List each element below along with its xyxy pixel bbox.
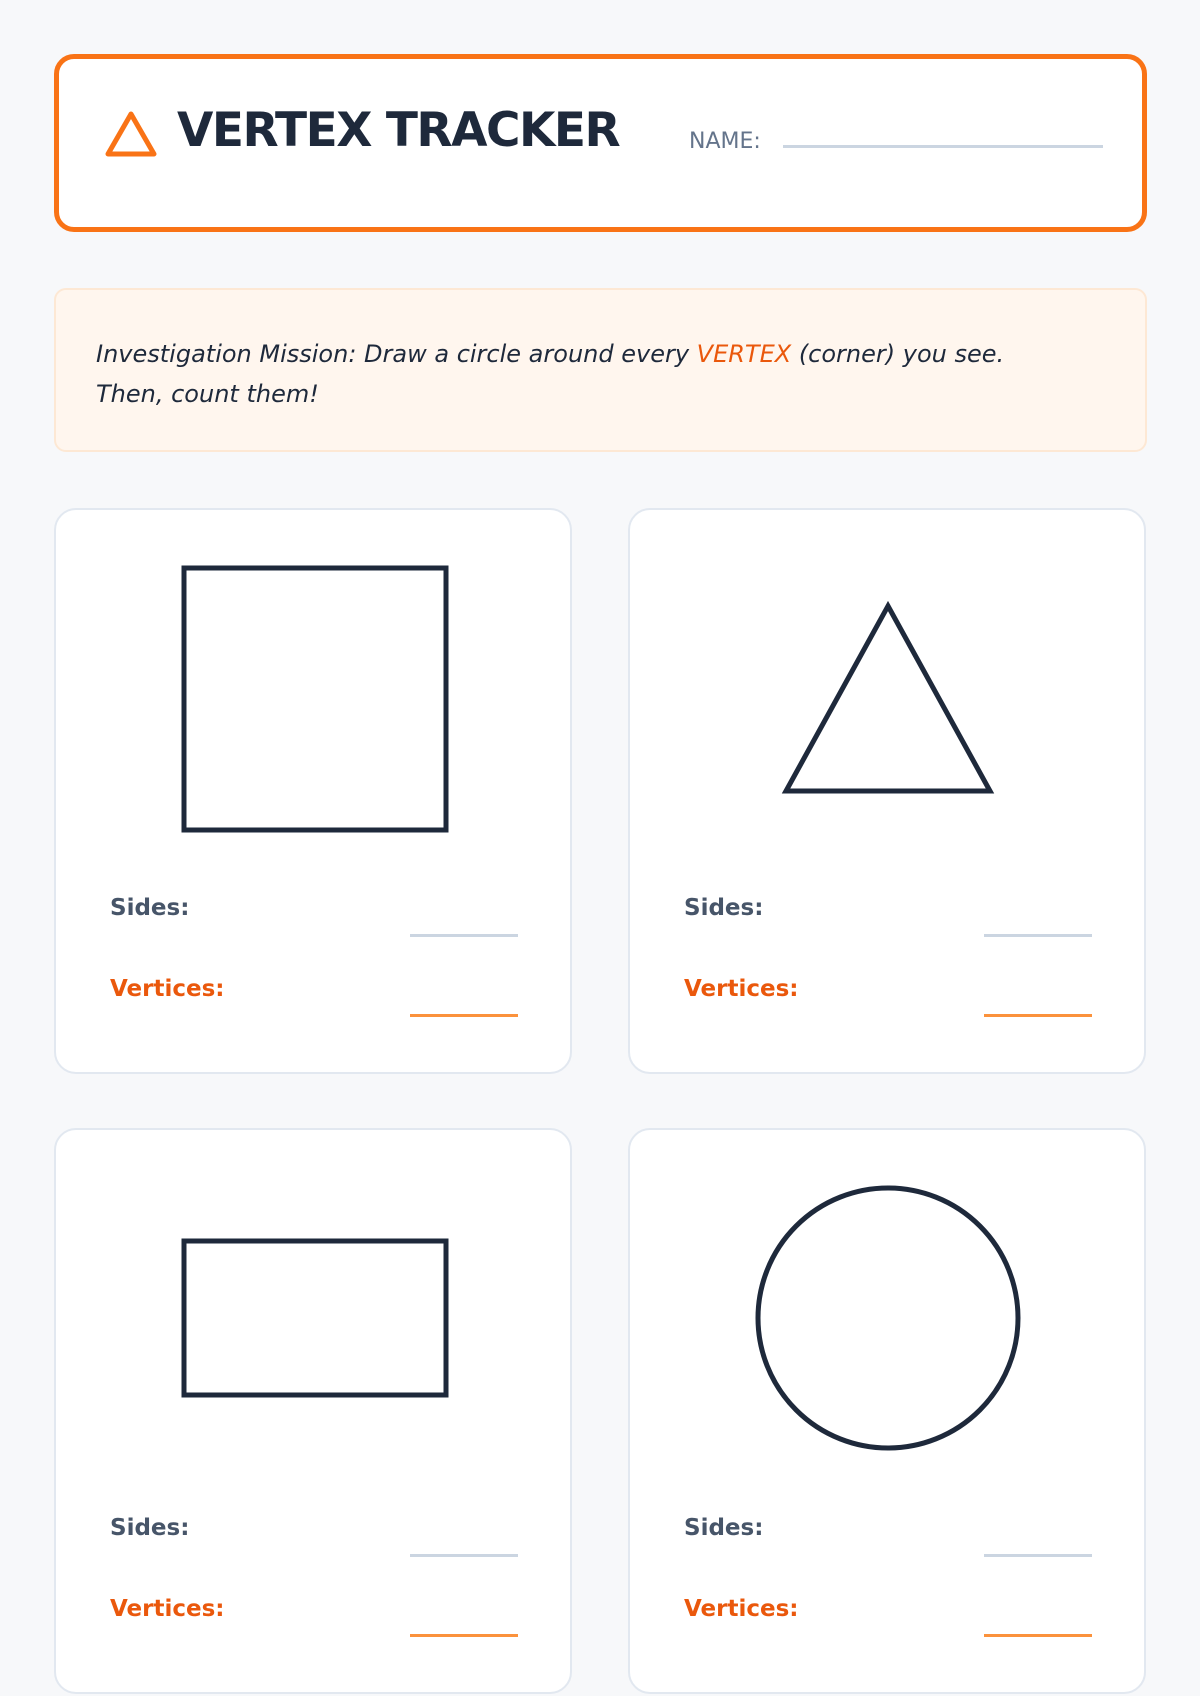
vertices-answer-field[interactable] (984, 1014, 1092, 1017)
mission-line2: Then, count them! (96, 380, 319, 408)
vertices-answer-field[interactable] (410, 1634, 518, 1637)
sides-answer-field[interactable] (984, 1554, 1092, 1557)
vertices-label: Vertices: (684, 976, 799, 1002)
sides-answer-field[interactable] (410, 1554, 518, 1557)
mission-box (54, 288, 1147, 452)
sides-label: Sides: (684, 895, 764, 921)
mission-tail: (corner) you see. (791, 340, 1005, 368)
vertices-answer-field[interactable] (410, 1014, 518, 1017)
sides-answer-field[interactable] (410, 934, 518, 937)
mission-keyword: VERTEX (696, 340, 792, 368)
mission-text (96, 334, 1105, 414)
vertices-label: Vertices: (110, 1596, 225, 1622)
sides-label: Sides: (684, 1515, 764, 1541)
name-label: NAME: (689, 129, 761, 154)
shape-card-triangle (628, 508, 1146, 1074)
shape-card-rectangle (54, 1128, 572, 1694)
name-field[interactable] (783, 145, 1103, 148)
triangle-icon (103, 109, 159, 159)
shape-card-square (54, 508, 572, 1074)
worksheet-header (54, 54, 1147, 232)
sides-label: Sides: (110, 1515, 190, 1541)
vertices-label: Vertices: (684, 1596, 799, 1622)
shape-card-circle (628, 1128, 1146, 1694)
sides-answer-field[interactable] (984, 934, 1092, 937)
page-title: VERTEX TRACKER (177, 103, 620, 158)
vertices-label: Vertices: (110, 976, 225, 1002)
mission-lead: Investigation Mission: Draw a circle around every (96, 340, 697, 368)
sides-label: Sides: (110, 895, 190, 921)
vertices-answer-field[interactable] (984, 1634, 1092, 1637)
